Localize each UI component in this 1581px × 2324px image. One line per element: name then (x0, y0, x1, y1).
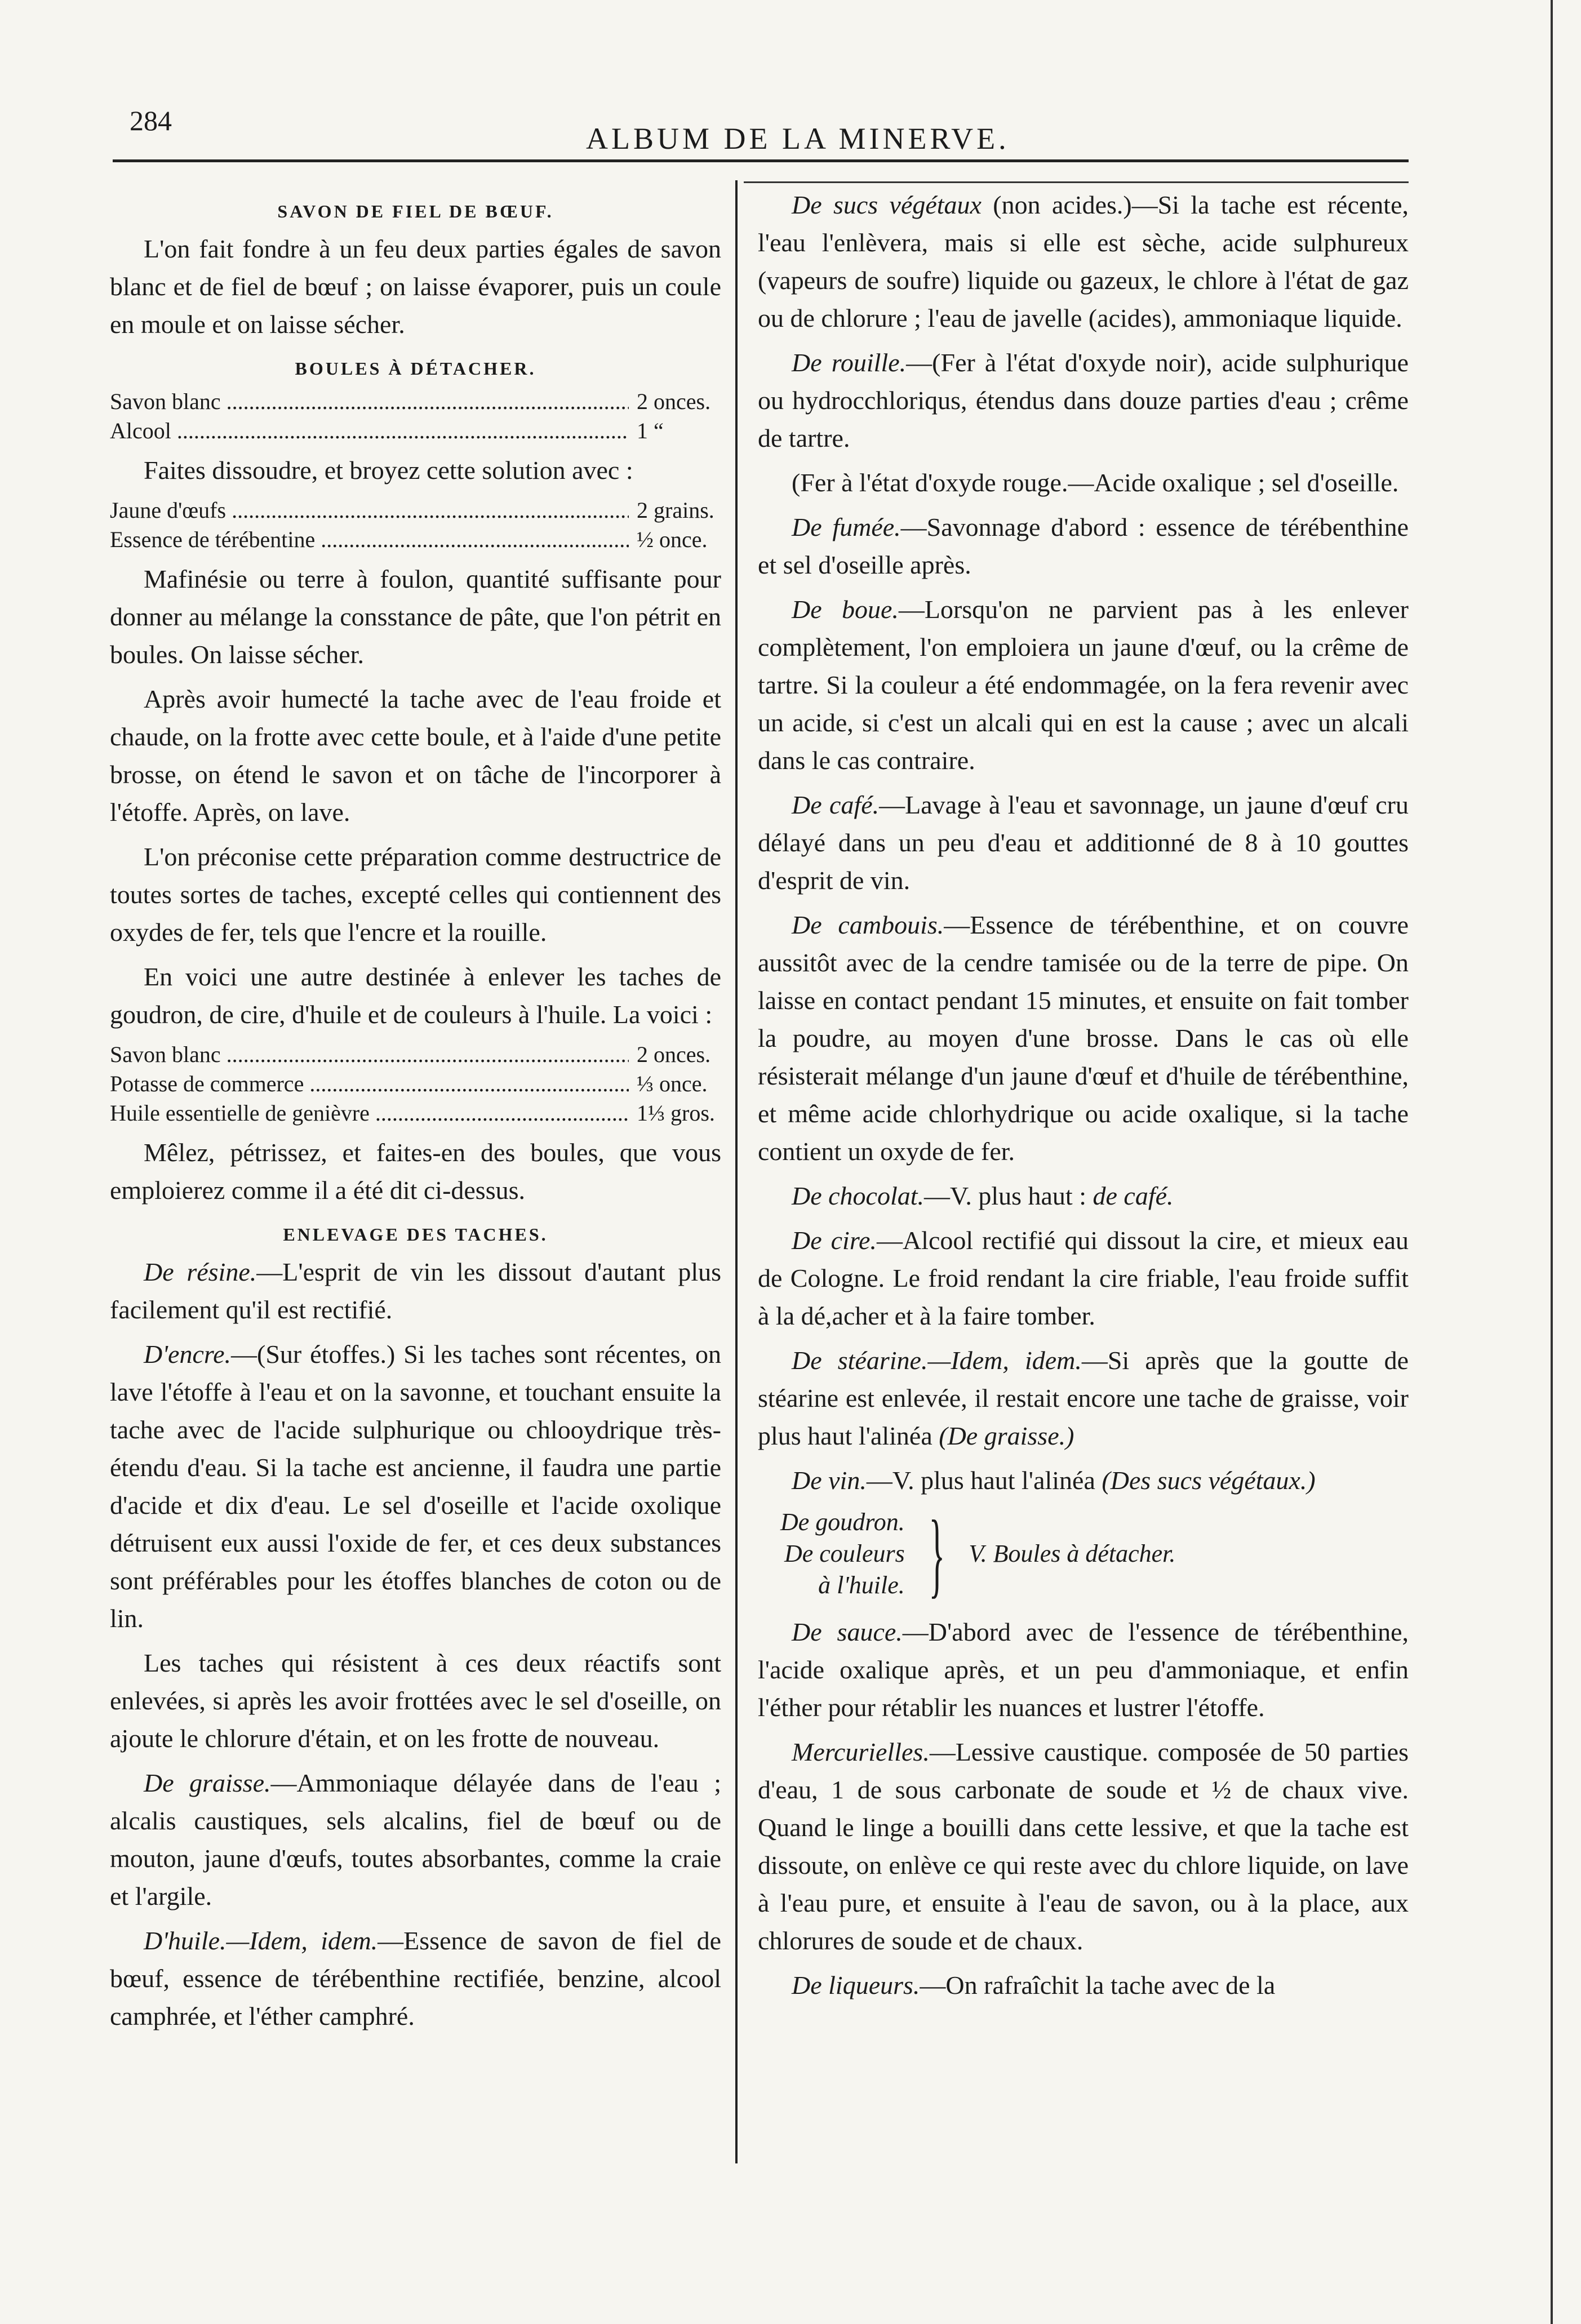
entry-term: D'encre. (144, 1340, 232, 1368)
recipe-quantity: 2 onces. (637, 389, 711, 414)
entry-chocolat (758, 1177, 1409, 1215)
entry-text: —Lorsqu'on ne parvient pas à les enlever complètement, l'on emploiera un jaune d'œuf, ou la crême de tartre. Si la couleur a été endommagée, on la fera revenir avec un acide, si c'est un alcali qui en est la cause ; avec un alcali dans le cas contraire. (758, 595, 1409, 775)
paragraph: L'on fait fondre à un feu deux parties égales de savon blanc et de fiel de bœuf ; on laisse évaporer, puis un coule en moule et on laisse sécher. (110, 234, 721, 339)
recipe-ingredient: Savon blanc ..... (110, 387, 629, 416)
section-heading-boules: BOULES À DÉTACHER. (295, 358, 536, 379)
recipe-row (110, 387, 721, 416)
entry-text: —Essence de térébenthine, et on couvre aussitôt avec de la cendre tamisée ou de la terre de pipe. On laisse en contact pendant 15 minutes, et ensuite on fait tomber la poudre, au moyen d'une brosse. Dans le cas où elle résisterait mélange d'un jaune d'œuf et d'huile de térébenthine, et même acide chlorhydrique ou acide oxalique, si la tache contient un oxyde de fer. (758, 910, 1409, 1166)
recipe-row (110, 525, 721, 554)
recipe-quantity: 1⅓ gros. (637, 1100, 715, 1126)
entry-term: D'huile.—Idem, idem. (144, 1926, 378, 1955)
entry-term: De fumée. (792, 513, 901, 541)
recipe-row (110, 1099, 721, 1128)
entry-term: De graisse. (144, 1768, 271, 1797)
entry-reference: de café. (1093, 1181, 1174, 1210)
paragraph: En voici une autre destinée à enlever les taches de goudron, de cire, d'huile et de couleurs à l'huile. La voici : (110, 962, 721, 1029)
entry-cire (758, 1221, 1409, 1335)
entry-text: —L'esprit de vin les dissout d'autant plus facilement qu'il est rectifié. (110, 1257, 721, 1324)
brace-item: à l'huile. (818, 1571, 905, 1599)
left-column (110, 186, 721, 2042)
entry-text: —Lessive caustique. composée de 50 parties d'eau, 1 de sous carbonate de soude et ½ de chaux vive. Quand le linge a bouilli dans cette lessive, et que la tache est dissoute, on enlève ce qui reste avec du chlore liquide, on lave à l'eau pure, et ensuite à l'eau de savon, ou à la place, aux chlorures de soude et de chaux. (758, 1738, 1409, 1955)
entry-text: —(Sur étoffes.) Si les taches sont récentes, on lave l'étoffe à l'eau et on la savonne, et touchant ensuite la tache avec de l'acide sulphurique ou chlooydrique très-étendu d'eau. Si la tache est ancienne, il faudra une partie d'acide et dix d'eau. Le sel d'oseille et l'acide oxolique détruisent eux aussi l'oxide de fer, et ces deux substances sont préférables pour les étoffes blanches de coton ou de lin. (110, 1340, 721, 1633)
entry-cambouis (758, 906, 1409, 1170)
entry-text: —V. plus haut l'alinéa (866, 1466, 1102, 1495)
entry-mercurielles (758, 1733, 1409, 1959)
entry-term: De sucs végétaux (792, 190, 982, 219)
entry-encre (110, 1335, 721, 1637)
header-rule (113, 159, 1409, 162)
entry-text: —(Fer à l'état d'oxyde noir), acide sulphurique ou hydrocchloriqus, étendus dans douze parties d'eau ; crême de tartre. (758, 348, 1409, 452)
entry-text: —Savonnage d'abord : essence de térébenthine et sel d'oseille après. (758, 513, 1409, 579)
brace-item: De goudron. (780, 1508, 905, 1536)
brace-items (780, 1507, 905, 1601)
entry-liqueurs (758, 1966, 1409, 2004)
entry-term: De vin. (792, 1466, 867, 1495)
entry-reference: (De graisse.) (939, 1421, 1074, 1450)
entry-text: —Alcool rectifié qui dissout la cire, et mieux eau de Cologne. Le froid rendant la cire friable, l'eau froide suffit à la dé,acher et à la faire tomber. (758, 1226, 1409, 1330)
page-header (113, 99, 1409, 161)
paragraph: (Fer à l'état d'oxyde rouge.—Acide oxalique ; sel d'oseille. (792, 468, 1399, 497)
entry-reference: (Des sucs végétaux.) (1102, 1466, 1316, 1495)
recipe-list (110, 387, 721, 446)
running-title: ALBUM DE LA MINERVE. (586, 122, 1010, 155)
recipe-row (110, 1069, 721, 1099)
entry-term: De cire. (792, 1226, 877, 1255)
section-heading-enlevage: ENLEVAGE DES TACHES. (283, 1224, 548, 1245)
page-edge-rule (1551, 0, 1553, 2324)
entry-vin (758, 1461, 1409, 1499)
entry-rouille (758, 344, 1409, 457)
entry-text: —V. plus haut : (924, 1181, 1093, 1210)
column-divider (735, 180, 738, 2163)
recipe-row (110, 496, 721, 525)
entry-term: Mercurielles. (792, 1738, 930, 1766)
recipe-ingredient: Alcool ..... (110, 416, 629, 446)
paragraph: Mêlez, pétrissez, et faites-en des boules, que vous emploierez comme il a été dit ci-dessus. (110, 1138, 721, 1205)
entry-text: —Ammoniaque délayée dans de l'eau ; alcalis caustiques, sels alcalins, fiel de bœuf ou de mouton, jaune d'œufs, toutes absorbantes, comme la craie et l'argile. (110, 1768, 722, 1910)
column-top-rule (744, 181, 1409, 183)
entry-text: —Essence de savon de fiel de bœuf, essence de térébenthine rectifiée, benzine, alcool camphrée, et l'éther camphré. (110, 1926, 721, 2030)
entry-term: De boue. (792, 595, 899, 624)
entry-term: De résine. (144, 1257, 257, 1286)
page-number: 284 (130, 105, 172, 136)
entry-stearine (758, 1341, 1409, 1455)
right-column (758, 186, 1409, 2011)
curly-brace-icon: } (929, 1501, 945, 1607)
recipe-ingredient: Essence de térébentine ..... (110, 525, 629, 554)
recipe-quantity: 2 grains. (637, 497, 714, 523)
recipe-list (110, 496, 721, 554)
brace-group (780, 1501, 1409, 1607)
recipe-ingredient: Potasse de commerce ..... (110, 1069, 629, 1099)
entry-sucs-vegetaux (758, 186, 1409, 337)
recipe-quantity: 2 onces. (637, 1042, 711, 1067)
recipe-row (110, 1040, 721, 1069)
entry-cafe (758, 786, 1409, 899)
entry-huile (110, 1922, 721, 2035)
entry-term: De cambouis. (792, 910, 944, 939)
entry-text: —D'abord avec de l'essence de térébenthine, l'acide oxalique après, et un peu d'ammoniaque, et enfin l'éther pour rétablir les nuances et lustrer l'étoffe. (758, 1618, 1409, 1722)
entry-text: —On rafraîchit la tache avec de la (920, 1971, 1276, 1999)
entry-term: De café. (792, 790, 880, 819)
entry-text: —Si après que la goutte de stéarine est enlevée, il restait encore une tache de graisse, voir plus haut l'alinéa (758, 1346, 1409, 1450)
entry-text: (non acides.)—Si la tache est récente, l'eau l'enlèvera, mais si elle est sèche, acide sulphureux (vapeurs de soufre) liquide ou gazeux, le chlore à l'état de gaz ou de chlorure ; l'eau de javelle (acides), ammoniaque liquide. (758, 190, 1409, 332)
recipe-ingredient: Jaune d'œufs ..... (110, 496, 629, 525)
brace-item: De couleurs (784, 1540, 905, 1567)
recipe-ingredient: Huile essentielle de genièvre ..... (110, 1099, 629, 1128)
entry-boue (758, 590, 1409, 779)
brace-reference: V. Boules à détacher. (969, 1540, 1176, 1567)
entry-term: De stéarine.—Idem, idem. (792, 1346, 1082, 1375)
paragraph: Les taches qui résistent à ces deux réactifs sont enlevées, si après les avoir frottées avec le sel d'oseille, on ajoute le chlorure d'étain, et on les frotte de nouveau. (110, 1648, 721, 1753)
paragraph: Mafinésie ou terre à foulon, quantité suffisante pour donner au mélange la consstance de pâte, que l'on pétrit en boules. On laisse sécher. (110, 565, 721, 669)
entry-fumee (758, 508, 1409, 584)
section-heading-savon-de-fiel: SAVON DE FIEL DE BŒUF. (277, 201, 554, 221)
entry-resine (110, 1253, 721, 1328)
paragraph: Après avoir humecté la tache avec de l'eau froide et chaude, on la frotte avec cette boule, et à l'aide d'une petite brosse, on étend le savon et on tâche de l'incorporer à l'étoffe. Après, on lave. (110, 685, 721, 826)
recipe-quantity: 1 “ (637, 418, 664, 443)
recipe-list (110, 1040, 721, 1128)
paragraph: Faites dissoudre, et broyez cette solution avec : (144, 456, 633, 485)
recipe-quantity: ½ once. (637, 527, 708, 552)
entry-text: —Lavage à l'eau et savonnage, un jaune d'œuf cru délayé dans un peu d'eau et additionné de 8 à 10 gouttes d'esprit de vin. (758, 790, 1409, 895)
recipe-quantity: ⅓ once. (637, 1071, 708, 1096)
entry-term: De rouille. (792, 348, 907, 377)
paragraph: L'on préconise cette préparation comme destructrice de toutes sortes de taches, excepté celles qui contiennent des oxydes de fer, tels que l'encre et la rouille. (110, 842, 721, 947)
recipe-ingredient: Savon blanc ..... (110, 1040, 629, 1069)
entry-sauce (758, 1613, 1409, 1726)
recipe-row (110, 416, 721, 446)
entry-graisse (110, 1764, 721, 1915)
entry-term: De chocolat. (792, 1181, 925, 1210)
entry-term: De liqueurs. (792, 1971, 920, 1999)
entry-term: De sauce. (792, 1618, 903, 1646)
